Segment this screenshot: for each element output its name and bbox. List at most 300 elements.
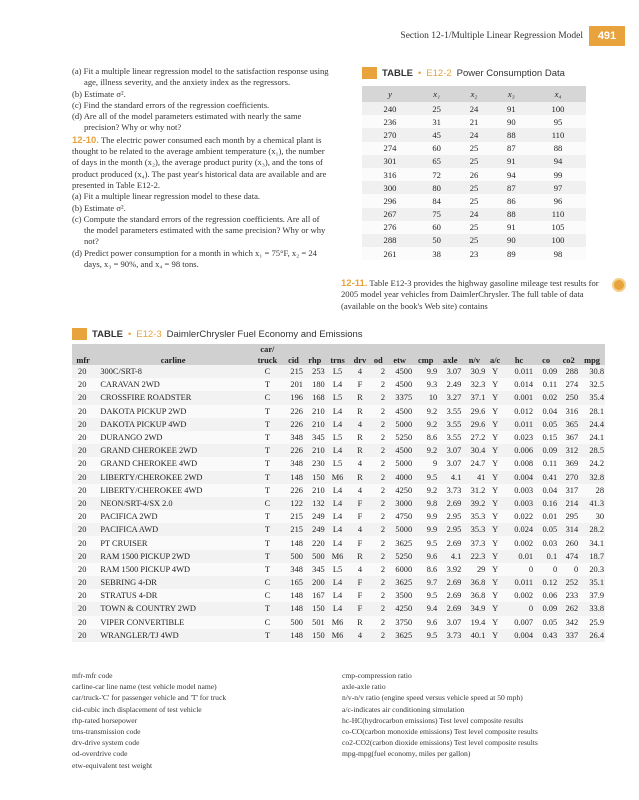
table-bullet: • — [127, 328, 132, 340]
table-cell: 180 — [304, 378, 326, 391]
table-cell: 28.2 — [579, 523, 605, 536]
table-cell: 9.8 — [413, 497, 438, 510]
column-header-top — [94, 344, 252, 355]
table-label: TABLE — [92, 328, 123, 340]
table-cell: 252 — [558, 576, 579, 589]
table-cell: 317 — [558, 484, 579, 497]
table-cell: 97 — [530, 181, 586, 194]
table-row — [72, 484, 605, 497]
table-cell: 20 — [72, 602, 94, 615]
table-cell: 0.008 — [504, 457, 534, 470]
table-cell: 0.05 — [534, 523, 558, 536]
column-header: x₃ — [493, 86, 530, 102]
table-cell: 110 — [530, 208, 586, 221]
table-cell: 4.1 — [438, 471, 462, 484]
table-cell: 0.002 — [504, 536, 534, 549]
table-cell: 3.07 — [438, 457, 462, 470]
table-cell: 2 — [370, 536, 386, 549]
table-cell: 0.001 — [504, 391, 534, 404]
column-header-top — [386, 344, 413, 355]
table-cell: 41.3 — [579, 497, 605, 510]
table-cell: 88 — [530, 142, 586, 155]
table-cell: 0.06 — [534, 589, 558, 602]
table-cell: 2 — [370, 484, 386, 497]
table-cell: Y — [486, 602, 504, 615]
table-cell: 2 — [370, 497, 386, 510]
table-cell: 274 — [362, 142, 418, 155]
table-cell: 37.9 — [579, 589, 605, 602]
table-cell: 105 — [530, 221, 586, 234]
table-cell: 2 — [370, 616, 386, 629]
table-cell: Y — [486, 418, 504, 431]
table-cell: 2 — [370, 444, 386, 457]
table-cell: 9.2 — [413, 418, 438, 431]
table-row — [362, 168, 586, 181]
table-row — [362, 221, 586, 234]
column-header-top — [579, 344, 605, 355]
table-cell: 25 — [455, 181, 492, 194]
column-header: mfr — [72, 355, 94, 365]
table-cell: 0.11 — [534, 378, 558, 391]
table-cell: M6 — [326, 471, 350, 484]
table-cell: Y — [486, 457, 504, 470]
table-cell: R — [349, 550, 370, 563]
table-cell: 148 — [283, 629, 304, 642]
table-cell: 3.92 — [438, 563, 462, 576]
table-number: E12-2 — [426, 67, 452, 79]
table-row — [72, 563, 605, 576]
table-cell: 274 — [558, 378, 579, 391]
table-cell: 20 — [72, 378, 94, 391]
table-cell: Y — [486, 405, 504, 418]
table-cell: 88 — [493, 208, 530, 221]
table-cell: 31.2 — [462, 484, 486, 497]
table-cell: STRATUS 4-DR — [94, 589, 252, 602]
table-cell: 19.4 — [462, 616, 486, 629]
table-cell: Y — [486, 616, 504, 629]
table-row — [362, 128, 586, 141]
table-cell: 87 — [493, 181, 530, 194]
table-cell: 28.5 — [579, 444, 605, 457]
table-row — [72, 444, 605, 457]
table-cell: 5000 — [386, 523, 413, 536]
table-cell: 0 — [504, 602, 534, 615]
table-cell: L5 — [326, 391, 350, 404]
table-cell: 296 — [362, 194, 418, 207]
table-cell: 9.5 — [413, 589, 438, 602]
table-cell: T — [252, 629, 283, 642]
legend-item: co2-CO2(carbon dioxide emissions) Test level composite results — [342, 738, 538, 748]
table-cell: 91 — [493, 155, 530, 168]
table-cell: RAM 1500 PICKUP 2WD — [94, 550, 252, 563]
table-cell: 20 — [72, 484, 94, 497]
table-cell: R — [349, 391, 370, 404]
table-number: E12-3 — [136, 328, 162, 340]
table-cell: 28.1 — [579, 405, 605, 418]
table-cell: Y — [486, 431, 504, 444]
table-cell: 148 — [283, 602, 304, 615]
table-cell: R — [349, 471, 370, 484]
table-row — [362, 102, 586, 115]
table-cell: SEBRING 4-DR — [94, 576, 252, 589]
table-cell: 0.002 — [504, 589, 534, 602]
table-cell: L4 — [326, 523, 350, 536]
table-cell: 25 — [455, 155, 492, 168]
table-cell: 9.9 — [413, 523, 438, 536]
table-cell: 36.8 — [462, 576, 486, 589]
page-number: 491 — [589, 26, 625, 46]
table-cell: L4 — [326, 602, 350, 615]
table-cell: 80 — [418, 181, 455, 194]
column-header-top — [304, 344, 326, 355]
table-cell: 267 — [362, 208, 418, 221]
table-title — [362, 66, 586, 80]
table-cell: 500 — [283, 550, 304, 563]
table-cell: NEON/SRT-4/SX 2.0 — [94, 497, 252, 510]
table-cell: 3.55 — [438, 431, 462, 444]
column-header: cmp — [413, 355, 438, 365]
table-cell: 36.8 — [462, 589, 486, 602]
table-cell: T — [252, 536, 283, 549]
table-row — [72, 576, 605, 589]
table-row — [72, 405, 605, 418]
column-header: rhp — [304, 355, 326, 365]
table-cell: T — [252, 378, 283, 391]
legend-item: cmp-compression ratio — [342, 671, 412, 680]
table-cell: 348 — [283, 431, 304, 444]
table-cell: 3500 — [386, 589, 413, 602]
table-cell: 2 — [370, 523, 386, 536]
table-cell: 91 — [493, 221, 530, 234]
table-cell: M6 — [326, 616, 350, 629]
legend-item: mpg-mpg(fuel economy, miles per gallon) — [342, 749, 471, 759]
table-cell: 316 — [362, 168, 418, 181]
table-cell: 2 — [370, 550, 386, 563]
table-cell: CARAVAN 2WD — [94, 378, 252, 391]
table-cell: 33.8 — [579, 602, 605, 615]
table-cell: 4750 — [386, 510, 413, 523]
legend-item: mfr-mfr code — [72, 671, 113, 680]
table-cell: Y — [486, 378, 504, 391]
table-cell: 3.55 — [438, 405, 462, 418]
table-cell: 0.05 — [534, 616, 558, 629]
table-row — [72, 550, 605, 563]
table-cell: C — [252, 497, 283, 510]
table-row — [72, 589, 605, 602]
table-cell: 2.49 — [438, 378, 462, 391]
table-cell: L5 — [326, 457, 350, 470]
table-cell: 2 — [370, 405, 386, 418]
table-marker-icon — [72, 328, 87, 340]
legend-item: od-overdrive code — [72, 749, 128, 759]
column-header: mpg — [579, 355, 605, 365]
table-cell: 37.1 — [462, 391, 486, 404]
table-marker-icon — [362, 67, 377, 79]
table-cell: 2 — [370, 510, 386, 523]
column-header-top — [413, 344, 438, 355]
table-cell: 165 — [283, 576, 304, 589]
table-cell: 2 — [370, 589, 386, 602]
table-cell: 210 — [304, 418, 326, 431]
column-header-top: car/ — [252, 344, 283, 355]
table-cell: GRAND CHEROKEE 4WD — [94, 457, 252, 470]
table-cell: 215 — [283, 365, 304, 378]
table-cell: 233 — [558, 589, 579, 602]
column-header: drv — [349, 355, 370, 365]
table-cell: 25 — [455, 221, 492, 234]
left-column-text — [72, 66, 332, 270]
table-cell: 253 — [304, 365, 326, 378]
table-cell: L4 — [326, 589, 350, 602]
table-cell: 20 — [72, 510, 94, 523]
table-cell: 4500 — [386, 365, 413, 378]
table-cell: T — [252, 457, 283, 470]
column-header-top — [534, 344, 558, 355]
table-cell: 4.1 — [438, 550, 462, 563]
table-cell: 0.011 — [504, 576, 534, 589]
table-cell: 295 — [558, 510, 579, 523]
table-cell: 230 — [304, 457, 326, 470]
table-cell: R — [349, 431, 370, 444]
table-cell: 0.007 — [504, 616, 534, 629]
column-header: cid — [283, 355, 304, 365]
table-cell: T — [252, 510, 283, 523]
table-cell: T — [252, 444, 283, 457]
table-cell: 3625 — [386, 629, 413, 642]
legend-item: carline-car line name (test vehicle model name) — [72, 682, 217, 692]
table-cell: 41 — [462, 471, 486, 484]
table-cell: 20 — [72, 471, 94, 484]
table-cell: 0.014 — [504, 378, 534, 391]
table-cell: L4 — [326, 576, 350, 589]
table-cell: 35.4 — [579, 391, 605, 404]
column-header-top — [462, 344, 486, 355]
power-consumption-table — [362, 86, 586, 260]
table-cell: 262 — [558, 602, 579, 615]
table-cell: 29 — [462, 563, 486, 576]
table-cell: 220 — [304, 536, 326, 549]
table-cell: 0.04 — [534, 484, 558, 497]
table-cell: WRANGLER/TJ 4WD — [94, 629, 252, 642]
table-cell: 0.004 — [504, 629, 534, 642]
table-cell: 84 — [418, 194, 455, 207]
column-header: x₂ — [455, 86, 492, 102]
table-cell: T — [252, 550, 283, 563]
table-cell: 8.6 — [413, 431, 438, 444]
table-caption: DaimlerChrysler Fuel Economy and Emissions — [166, 328, 363, 340]
table-cell: 18.7 — [579, 550, 605, 563]
table-cell: PACIFICA 2WD — [94, 510, 252, 523]
table-row — [362, 115, 586, 128]
table-cell: 35.3 — [462, 510, 486, 523]
table-title — [72, 328, 363, 340]
problem-text: Table E12-3 provides the highway gasoline mileage test results for 2005 model year vehicles from DaimlerChrysler. The full table of data (available on the book's Web site) contains — [341, 278, 599, 311]
table-cell: 2 — [370, 365, 386, 378]
table-cell: R — [349, 616, 370, 629]
table-cell: F — [349, 497, 370, 510]
table-row — [362, 208, 586, 221]
table-cell: 20.3 — [579, 563, 605, 576]
table-cell: 96 — [530, 194, 586, 207]
table-row — [362, 194, 586, 207]
table-row — [72, 431, 605, 444]
table-cell: 35.1 — [579, 576, 605, 589]
column-header: x₄ — [530, 86, 586, 102]
table-cell: 3000 — [386, 497, 413, 510]
table-cell: 29.6 — [462, 405, 486, 418]
table-cell: 301 — [362, 155, 418, 168]
column-header-top — [326, 344, 350, 355]
table-cell: M6 — [326, 629, 350, 642]
table-cell: LIBERTY/CHEROKEE 2WD — [94, 471, 252, 484]
table-cell: 29.6 — [462, 418, 486, 431]
table-cell: Y — [486, 563, 504, 576]
table-cell: 30.9 — [462, 365, 486, 378]
table-bullet: • — [417, 67, 422, 79]
legend-item: cid-cubic inch displacement of test vehicle — [72, 704, 202, 714]
table-cell: DAKOTA PICKUP 4WD — [94, 418, 252, 431]
table-cell: 2 — [370, 563, 386, 576]
table-cell: 0.012 — [504, 405, 534, 418]
table-cell: Y — [486, 536, 504, 549]
table-cell: 0.03 — [534, 536, 558, 549]
table-cell: 226 — [283, 418, 304, 431]
table-cell: 94 — [530, 155, 586, 168]
table-cell: 226 — [283, 484, 304, 497]
table-cell: 0.022 — [504, 510, 534, 523]
legend-item: a/c-indicates air conditioning simulation — [342, 704, 465, 714]
table-cell: 348 — [283, 457, 304, 470]
table-row — [362, 181, 586, 194]
table-cell: 9.6 — [413, 616, 438, 629]
table-cell: L5 — [326, 365, 350, 378]
table-cell: Y — [486, 365, 504, 378]
question-a: (a) Fit a multiple linear regression model to the satisfaction response using age, illness severity, and the anxiety index as the regressors. — [72, 66, 329, 88]
table-cell: L4 — [326, 418, 350, 431]
table-cell: 98 — [530, 247, 586, 260]
table-cell: 0 — [534, 563, 558, 576]
table-cell: 148 — [283, 471, 304, 484]
table-cell: Y — [486, 391, 504, 404]
column-header: x₁ — [418, 86, 455, 102]
table-cell: 9.2 — [413, 444, 438, 457]
table-cell: 9.5 — [413, 629, 438, 642]
table-cell: 24.7 — [462, 457, 486, 470]
legend-item: hc-HC(hydrocarbon emissions) Test level composite results — [342, 715, 524, 725]
table-cell: 100 — [530, 102, 586, 115]
table-cell: 0 — [558, 563, 579, 576]
table-cell: 0.011 — [504, 365, 534, 378]
table-cell: 236 — [362, 115, 418, 128]
table-cell: 24 — [455, 208, 492, 221]
section-title: Section 12-1/Multiple Linear Regression Model — [400, 31, 583, 41]
table-cell: 288 — [362, 234, 418, 247]
table-cell: 25 — [455, 234, 492, 247]
table-cell: 90 — [493, 115, 530, 128]
table-cell: 2 — [370, 629, 386, 642]
legend-item: car/truck-'C' for passenger vehicle and 'T' for truck — [72, 693, 227, 703]
table-cell: 2.69 — [438, 576, 462, 589]
table-cell: 0.09 — [534, 444, 558, 457]
table-cell: C — [252, 391, 283, 404]
table-row — [72, 602, 605, 615]
table-cell: 3.07 — [438, 365, 462, 378]
table-cell: R — [349, 405, 370, 418]
table-cell: 20 — [72, 365, 94, 378]
table-cell: 9.7 — [413, 576, 438, 589]
table-row — [72, 457, 605, 470]
table-cell: L4 — [326, 536, 350, 549]
table-cell: 72 — [418, 168, 455, 181]
table-cell: 500 — [283, 616, 304, 629]
table-label: TABLE — [382, 67, 413, 79]
table-cell: 20 — [72, 391, 94, 404]
table-cell: 5000 — [386, 457, 413, 470]
cd-icon — [612, 278, 626, 292]
table-cell: 2.69 — [438, 497, 462, 510]
table-cell: 249 — [304, 523, 326, 536]
table-cell: 2.95 — [438, 510, 462, 523]
table-cell: 260 — [558, 536, 579, 549]
table-cell: 10 — [413, 391, 438, 404]
table-cell: 3375 — [386, 391, 413, 404]
table-cell: R — [349, 444, 370, 457]
table-cell: Y — [486, 444, 504, 457]
table-cell: 37.3 — [462, 536, 486, 549]
legend-left — [72, 670, 322, 771]
question-c: (c) Find the standard errors of the regression coefficients. — [72, 99, 270, 110]
table-cell: 32.5 — [579, 378, 605, 391]
table-cell: 0.01 — [534, 510, 558, 523]
table-cell: 9 — [413, 457, 438, 470]
table-cell: 35.3 — [462, 523, 486, 536]
table-cell: 5250 — [386, 550, 413, 563]
table-cell: 342 — [558, 616, 579, 629]
table-cell: 60 — [418, 142, 455, 155]
table-cell: 50 — [418, 234, 455, 247]
column-header: co — [534, 355, 558, 365]
table-cell: T — [252, 471, 283, 484]
table-cell: 270 — [362, 128, 418, 141]
table-cell: 94 — [493, 168, 530, 181]
question-b: (b) Estimate σ². — [72, 88, 126, 99]
table-cell: C — [252, 576, 283, 589]
table-cell: PACIFICA AWD — [94, 523, 252, 536]
table-cell: 25.9 — [579, 616, 605, 629]
table-cell: PT CRUISER — [94, 536, 252, 549]
table-cell: 34.9 — [462, 602, 486, 615]
table-cell: T — [252, 405, 283, 418]
table-cell: 316 — [558, 405, 579, 418]
column-header-top — [486, 344, 504, 355]
legend-item: trns-transmission code — [72, 727, 141, 737]
table-cell: 24.4 — [579, 418, 605, 431]
table-cell: 215 — [283, 510, 304, 523]
legend-item: etw-equivalent test weight — [72, 760, 153, 770]
table-cell: VIPER CONVERTIBLE — [94, 616, 252, 629]
table-cell: DAKOTA PICKUP 2WD — [94, 405, 252, 418]
table-cell: 0 — [504, 563, 534, 576]
table-cell: 288 — [558, 365, 579, 378]
table-cell: 0.006 — [504, 444, 534, 457]
problem-number: 12-11. — [341, 278, 368, 289]
table-cell: 20 — [72, 444, 94, 457]
table-cell: L4 — [326, 444, 350, 457]
table-cell: 249 — [304, 510, 326, 523]
table-cell: 30 — [579, 510, 605, 523]
table-cell: 3.73 — [438, 629, 462, 642]
table-cell: 20 — [72, 523, 94, 536]
